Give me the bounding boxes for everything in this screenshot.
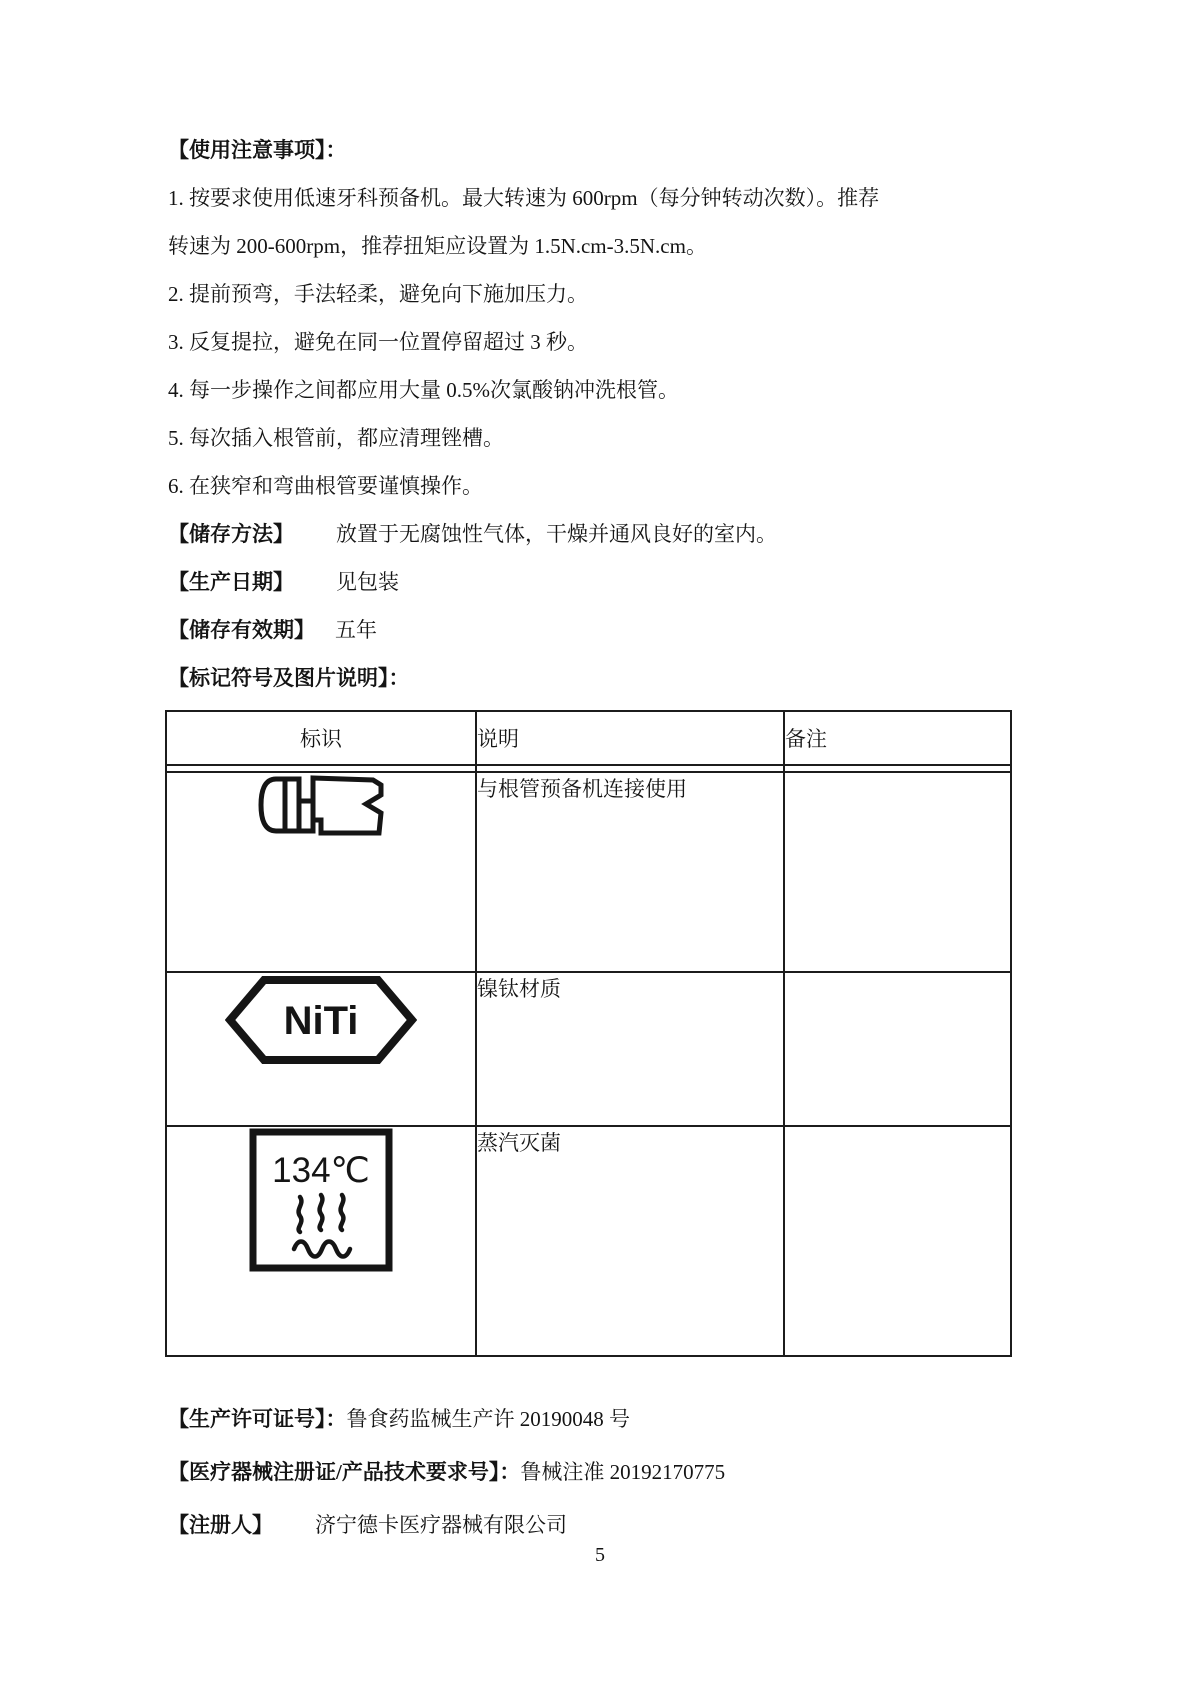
usage-item-5: 5. 每次插入根管前，都应清理锉槽。	[168, 426, 504, 450]
symbols-section-heading: 【标记符号及图片说明】：	[168, 666, 410, 690]
shelf-life-label: 【储存有效期】	[168, 618, 315, 642]
production-license-label: 【生产许可证号】：	[168, 1407, 347, 1431]
remark-cell	[784, 1126, 1011, 1356]
niti-hexagon-icon	[225, 973, 417, 1043]
usage-item-4: 4. 每一步操作之间都应用大量 0.5%次氯酸钠冲洗根管。	[168, 378, 679, 402]
registration-cert-line	[168, 1455, 1118, 1508]
steam-temp-text: 134℃	[272, 1151, 370, 1190]
column-header-remark: 备注	[784, 711, 1011, 765]
usage-item-1-line-1: 1. 按要求使用低速牙科预备机。最大转速为 600rpm（每分钟转动次数）。推荐	[168, 186, 880, 210]
table-row	[166, 772, 1011, 972]
column-header-symbol: 标识	[166, 711, 476, 765]
registrant-value: 济宁德卡医疗器械有限公司	[315, 1513, 567, 1537]
remark-cell	[784, 772, 1011, 972]
registration-cert-label: 【医疗器械注册证/产品技术要求号】：	[168, 1460, 521, 1484]
handpiece-icon	[255, 773, 387, 797]
header-separator-row	[166, 765, 1011, 772]
usage-item-6: 6. 在狭窄和弯曲根管要谨慎操作。	[168, 474, 483, 498]
remark-cell	[784, 972, 1011, 1126]
storage-method-label: 【储存方法】	[168, 522, 294, 546]
shelf-life-text: 五年	[335, 618, 377, 642]
shelf-life-line	[168, 614, 1068, 662]
table-header-row	[166, 711, 1011, 765]
symbol-description: 蒸汽灭菌	[476, 1126, 784, 1356]
production-date-text: 见包装	[336, 570, 399, 594]
registration-cert-value: 鲁械注准 20192170775	[520, 1460, 726, 1484]
steam-sterilization-icon	[248, 1127, 394, 1190]
production-license-value: 鲁食药监械生产许 20190048 号	[346, 1407, 630, 1431]
symbols-table	[165, 710, 1012, 1357]
production-date-label: 【生产日期】	[168, 570, 294, 594]
column-header-description: 说明	[476, 711, 784, 765]
usage-item-2: 2. 提前预弯，手法轻柔，避免向下施加压力。	[168, 282, 588, 306]
storage-method-text: 放置于无腐蚀性气体，干燥并通风良好的室内。	[336, 522, 777, 546]
symbol-description: 与根管预备机连接使用	[476, 772, 784, 972]
usage-item-3: 3. 反复提拉，避免在同一位置停留超过 3 秒。	[168, 330, 588, 354]
production-date-line	[168, 566, 1068, 614]
table-row	[166, 972, 1011, 1126]
niti-icon-text: NiTi	[283, 999, 359, 1043]
registration-block	[168, 1402, 1118, 1561]
symbol-description: 镍钛材质	[476, 972, 784, 1126]
page-number: 5	[595, 1544, 605, 1566]
body-text-column	[168, 134, 1068, 710]
production-license-line	[168, 1402, 1118, 1455]
storage-method-line	[168, 518, 1068, 566]
table-row	[166, 1126, 1011, 1356]
registrant-label: 【注册人】	[168, 1513, 273, 1537]
usage-precautions-heading: 【使用注意事项】：	[168, 138, 347, 162]
usage-item-1-line-2: 转速为 200-600rpm，推荐扭矩应设置为 1.5N.cm-3.5N.cm。	[168, 234, 707, 258]
